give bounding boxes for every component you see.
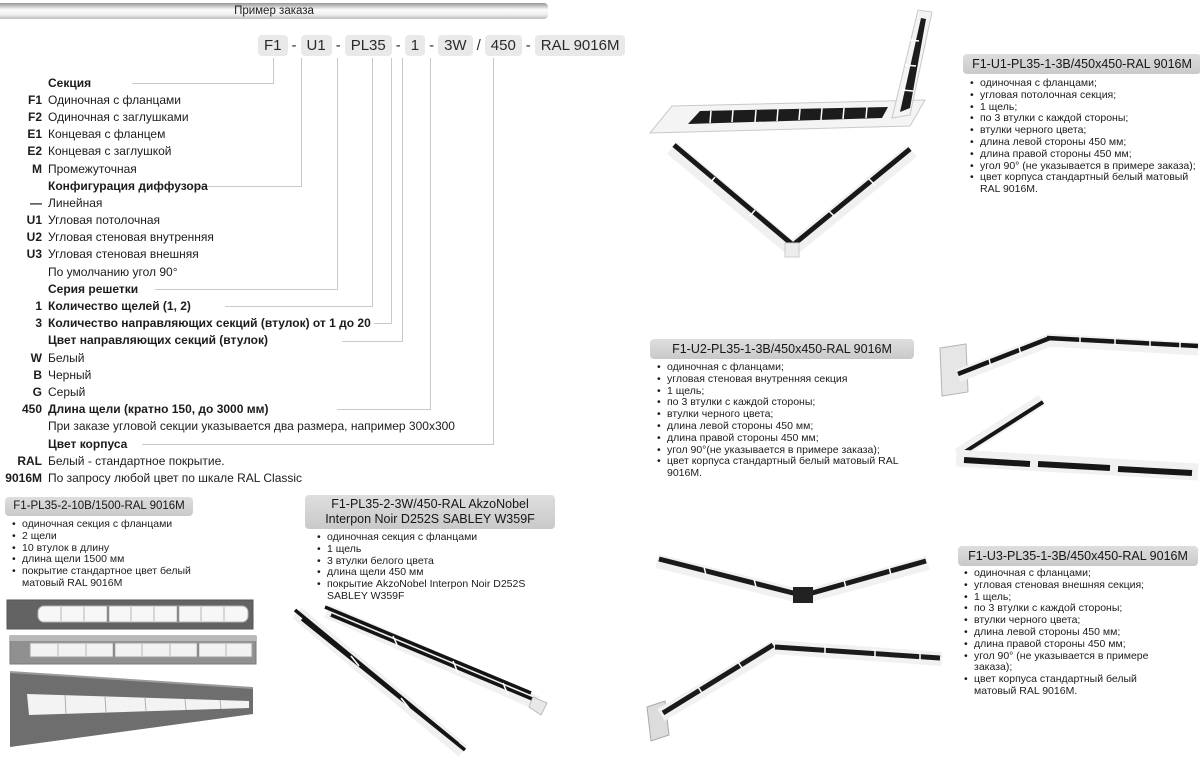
- legend-row: — Линейная: [30, 195, 103, 210]
- legend-row: F1 Одиночная с фланцами: [27, 92, 181, 107]
- legend-row: E1 Концевая с фланцем: [27, 127, 166, 142]
- akzo-card-title: F1-PL35-2-3W/450-RAL AkzoNobel Interpon Noir D252S SABLEY W359F: [305, 495, 555, 529]
- legend-row: Секция: [48, 75, 92, 90]
- straight-card-bullets: [10, 519, 195, 590]
- spec-item: • одиночная с фланцами;: [968, 78, 1200, 90]
- order-code-separator: /: [476, 37, 481, 54]
- akzo-card-bullets: [315, 532, 545, 603]
- spec-item: • одиночная с фланцами;: [962, 568, 1162, 580]
- page-title: Пример заказа: [234, 5, 314, 17]
- spec-item: • одиночная секция с фланцами: [315, 532, 545, 544]
- straight-diffuser-photos: [5, 598, 265, 757]
- spec-item: • 1 щель;: [968, 102, 1200, 114]
- spec-item: • цвет корпуса стандартный белый матовый RAL 9016M.: [655, 456, 905, 480]
- legend-row: E2 Концевая с заглушкой: [27, 144, 172, 159]
- spec-item: • 1 щель: [315, 544, 545, 556]
- u1-card-bullets: [968, 78, 1200, 196]
- spec-item: • втулки черного цвета;: [968, 125, 1200, 137]
- spec-item: • длина правой стороны 450 мм;: [962, 639, 1162, 651]
- spec-item: • длина щели 450 мм: [315, 567, 545, 579]
- u2-corner-diffuser-photos: [930, 318, 1200, 505]
- u3-card-bullets: [962, 568, 1162, 698]
- spec-item: • длина правой стороны 450 мм;: [655, 433, 905, 445]
- order-code-separator: -: [335, 37, 341, 54]
- legend-row: По умолчанию угол 90°: [48, 264, 178, 279]
- spec-item: • втулки черного цвета;: [655, 409, 905, 421]
- spec-item: • покрытие стандартное цвет белый матовый RAL 9016M: [10, 566, 195, 590]
- order-code-separator: -: [291, 37, 297, 54]
- spec-item: • 3 втулки белого цвета: [315, 556, 545, 568]
- order-code-separator: -: [429, 37, 435, 54]
- spec-item: • длина щели 1500 мм: [10, 554, 195, 566]
- spec-item: • одиночная с фланцами;: [655, 362, 905, 374]
- legend-row: U1 Угловая потолочная: [26, 213, 161, 228]
- spec-item: • цвет корпуса стандартный белый матовый RAL 9016M.: [962, 674, 1162, 698]
- order-code-segment-section: F1: [258, 35, 288, 56]
- order-code-segment-bushings: 3W: [438, 35, 473, 56]
- order-code: [258, 35, 625, 56]
- spec-item: • угловая стеновая внутренняя секция: [655, 374, 905, 386]
- spec-item: • по 3 втулки с каждой стороны;: [655, 397, 905, 409]
- u3-corner-diffuser-photos: [635, 535, 960, 757]
- spec-item: • длина правой стороны 450 мм;: [968, 149, 1200, 161]
- u1-corner-diffuser-photos: [630, 0, 960, 285]
- legend-row: 9016M По запросу любой цвет по шкале RAL Classic: [5, 470, 303, 485]
- legend-row: RAL Белый - стандартное покрытие.: [17, 453, 225, 468]
- order-code-segment-config: U1: [301, 35, 332, 56]
- spec-item: • 1 щель;: [962, 592, 1162, 604]
- spec-item: • цвет корпуса стандартный белый матовый RAL 9016M.: [968, 172, 1200, 196]
- spec-item: • угол 90° (не указывается в примере заказа);: [962, 651, 1162, 675]
- order-code-legend: [0, 74, 520, 487]
- legend-row: 1 Количество щелей (1, 2): [35, 299, 191, 314]
- legend-row: 450 Длина щели (кратно 150, до 3000 мм): [21, 402, 269, 417]
- legend-row: W Белый: [30, 350, 85, 365]
- legend-row: 3 Количество направляющих секций (втулок) от 1 до 20: [35, 316, 371, 331]
- spec-item: • втулки черного цвета;: [962, 615, 1162, 627]
- u1-card-title: F1-U1-PL35-1-3B/450x450-RAL 9016M: [963, 54, 1200, 74]
- order-code-separator: -: [395, 37, 401, 54]
- legend-row: M Промежуточная: [32, 161, 137, 176]
- spec-item: • угол 90° (не указывается в примере заказа);: [968, 161, 1200, 173]
- order-code-separator: -: [525, 37, 531, 54]
- order-code-segment-length: 450: [485, 35, 522, 56]
- legend-row: U3 Угловая стеновая внешняя: [26, 247, 199, 262]
- spec-item: • длина левой стороны 450 мм;: [962, 627, 1162, 639]
- straight-card-title: F1-PL35-2-10B/1500-RAL 9016M: [5, 497, 193, 516]
- spec-item: • угловая потолочная секция;: [968, 90, 1200, 102]
- spec-item: • длина левой стороны 450 мм;: [968, 137, 1200, 149]
- order-code-segment-series: PL35: [345, 35, 392, 56]
- u2-card-bullets: [655, 362, 905, 480]
- legend-row: U2 Угловая стеновая внутренняя: [26, 230, 214, 245]
- u3-card-title: F1-U3-PL35-1-3B/450x450-RAL 9016M: [958, 546, 1198, 566]
- order-code-segment-color: RAL 9016M: [535, 35, 626, 56]
- spec-item: • по 3 втулки с каждой стороны;: [968, 113, 1200, 125]
- spec-item: • по 3 втулки с каждой стороны;: [962, 603, 1162, 615]
- legend-row: F2 Одиночная с заглушками: [27, 109, 189, 124]
- spec-item: • 1 щель;: [655, 386, 905, 398]
- order-code-segment-slots: 1: [405, 35, 425, 56]
- spec-item: • 10 втулок в длину: [10, 543, 195, 555]
- spec-item: • одиночная секция с фланцами: [10, 519, 195, 531]
- legend-row: При заказе угловой секции указывается два размера, например 300x300: [48, 419, 455, 434]
- u2-card-title: F1-U2-PL35-1-3B/450x450-RAL 9016M: [650, 339, 914, 359]
- akzonobel-diffuser-photo: [285, 603, 597, 757]
- page-title-bar: [0, 3, 548, 19]
- legend-row: G Серый: [32, 384, 86, 399]
- legend-row: Цвет направляющих секций (втулок): [48, 333, 269, 348]
- spec-item: • длина левой стороны 450 мм;: [655, 421, 905, 433]
- spec-item: • угол 90°(не указывается в примере заказа);: [655, 445, 905, 457]
- spec-item: • угловая стеновая внешняя секция;: [962, 580, 1162, 592]
- spec-item: • покрытие AkzoNobel Interpon Noir D252S SABLEY W359F: [315, 579, 545, 603]
- legend-row: Цвет корпуса: [48, 436, 128, 451]
- legend-row: B Черный: [33, 367, 92, 382]
- legend-row: Конфигурация диффузора: [48, 178, 208, 193]
- legend-row: Серия решетки: [48, 281, 139, 296]
- spec-item: • 2 щели: [10, 531, 195, 543]
